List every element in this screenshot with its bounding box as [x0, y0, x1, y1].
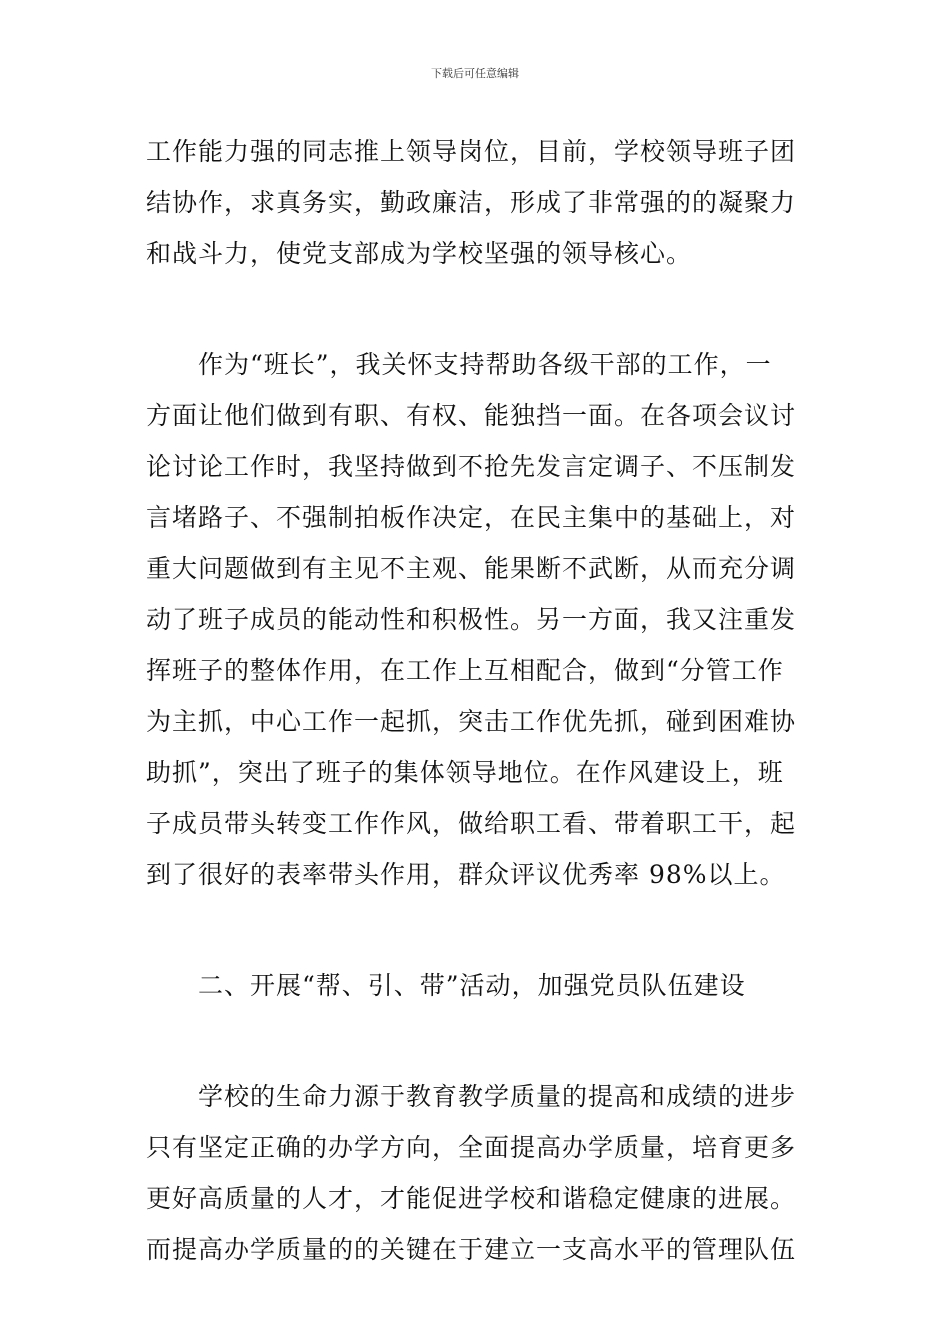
text-line: 动了班子成员的能动性和积极性。另一方面，我又注重发 — [146, 605, 797, 634]
paragraph-3 — [146, 1071, 810, 1275]
text-line: 二、开展“帮、引、带”活动，加强党员队伍建设 — [198, 971, 746, 1000]
text-line: 工作能力强的同志推上领导岗位，目前，学校领导班子团 — [146, 137, 797, 166]
text-line: 言堵路子、不强制拍板作决定，在民主集中的基础上，对 — [146, 503, 797, 532]
text-line: 只有坚定正确的办学方向，全面提高办学质量，培育更多 — [146, 1133, 797, 1162]
text-line: 为主抓，中心工作一起抓，突击工作优先抓，碰到困难协 — [146, 707, 797, 736]
text-line: 论讨论工作时，我坚持做到不抢先发言定调子、不压制发 — [146, 452, 797, 481]
text-line: 挥班子的整体作用，在工作上互相配合，做到“分管工作 — [146, 656, 784, 685]
text-line: 和战斗力，使党支部成为学校坚强的领导核心。 — [146, 239, 693, 268]
text-line: 方面让他们做到有职、有权、能独挡一面。在各项会议讨 — [146, 401, 797, 430]
paragraph-1 — [146, 126, 810, 279]
paragraph-2 — [146, 339, 810, 900]
page-header: 下载后可任意编辑 — [431, 67, 519, 80]
text-line: 到了很好的表率带头作用，群众评议优秀率 98%以上。 — [146, 860, 786, 889]
text-line: 作为“班长”，我关怀支持帮助各级干部的工作，一 — [198, 350, 772, 379]
text-line: 而提高办学质量的的关键在于建立一支高水平的管理队伍 — [146, 1235, 797, 1264]
text-line: 重大问题做到有主见不主观、能果断不武断，从而充分调 — [146, 554, 797, 583]
text-line: 结协作，求真务实，勤政廉洁，形成了非常强的的凝聚力 — [146, 188, 797, 217]
text-line: 更好高质量的人才，才能促进学校和谐稳定健康的进展。 — [146, 1184, 797, 1213]
text-line: 子成员带头转变工作作风，做给职工看、带着职工干，起 — [146, 809, 797, 838]
document-body — [146, 126, 810, 1275]
section-heading — [146, 960, 810, 1011]
text-line: 助抓”，突出了班子的集体领导地位。在作风建设上，班 — [146, 758, 784, 787]
text-line: 学校的生命力源于教育教学质量的提高和成绩的进步 — [198, 1082, 797, 1111]
